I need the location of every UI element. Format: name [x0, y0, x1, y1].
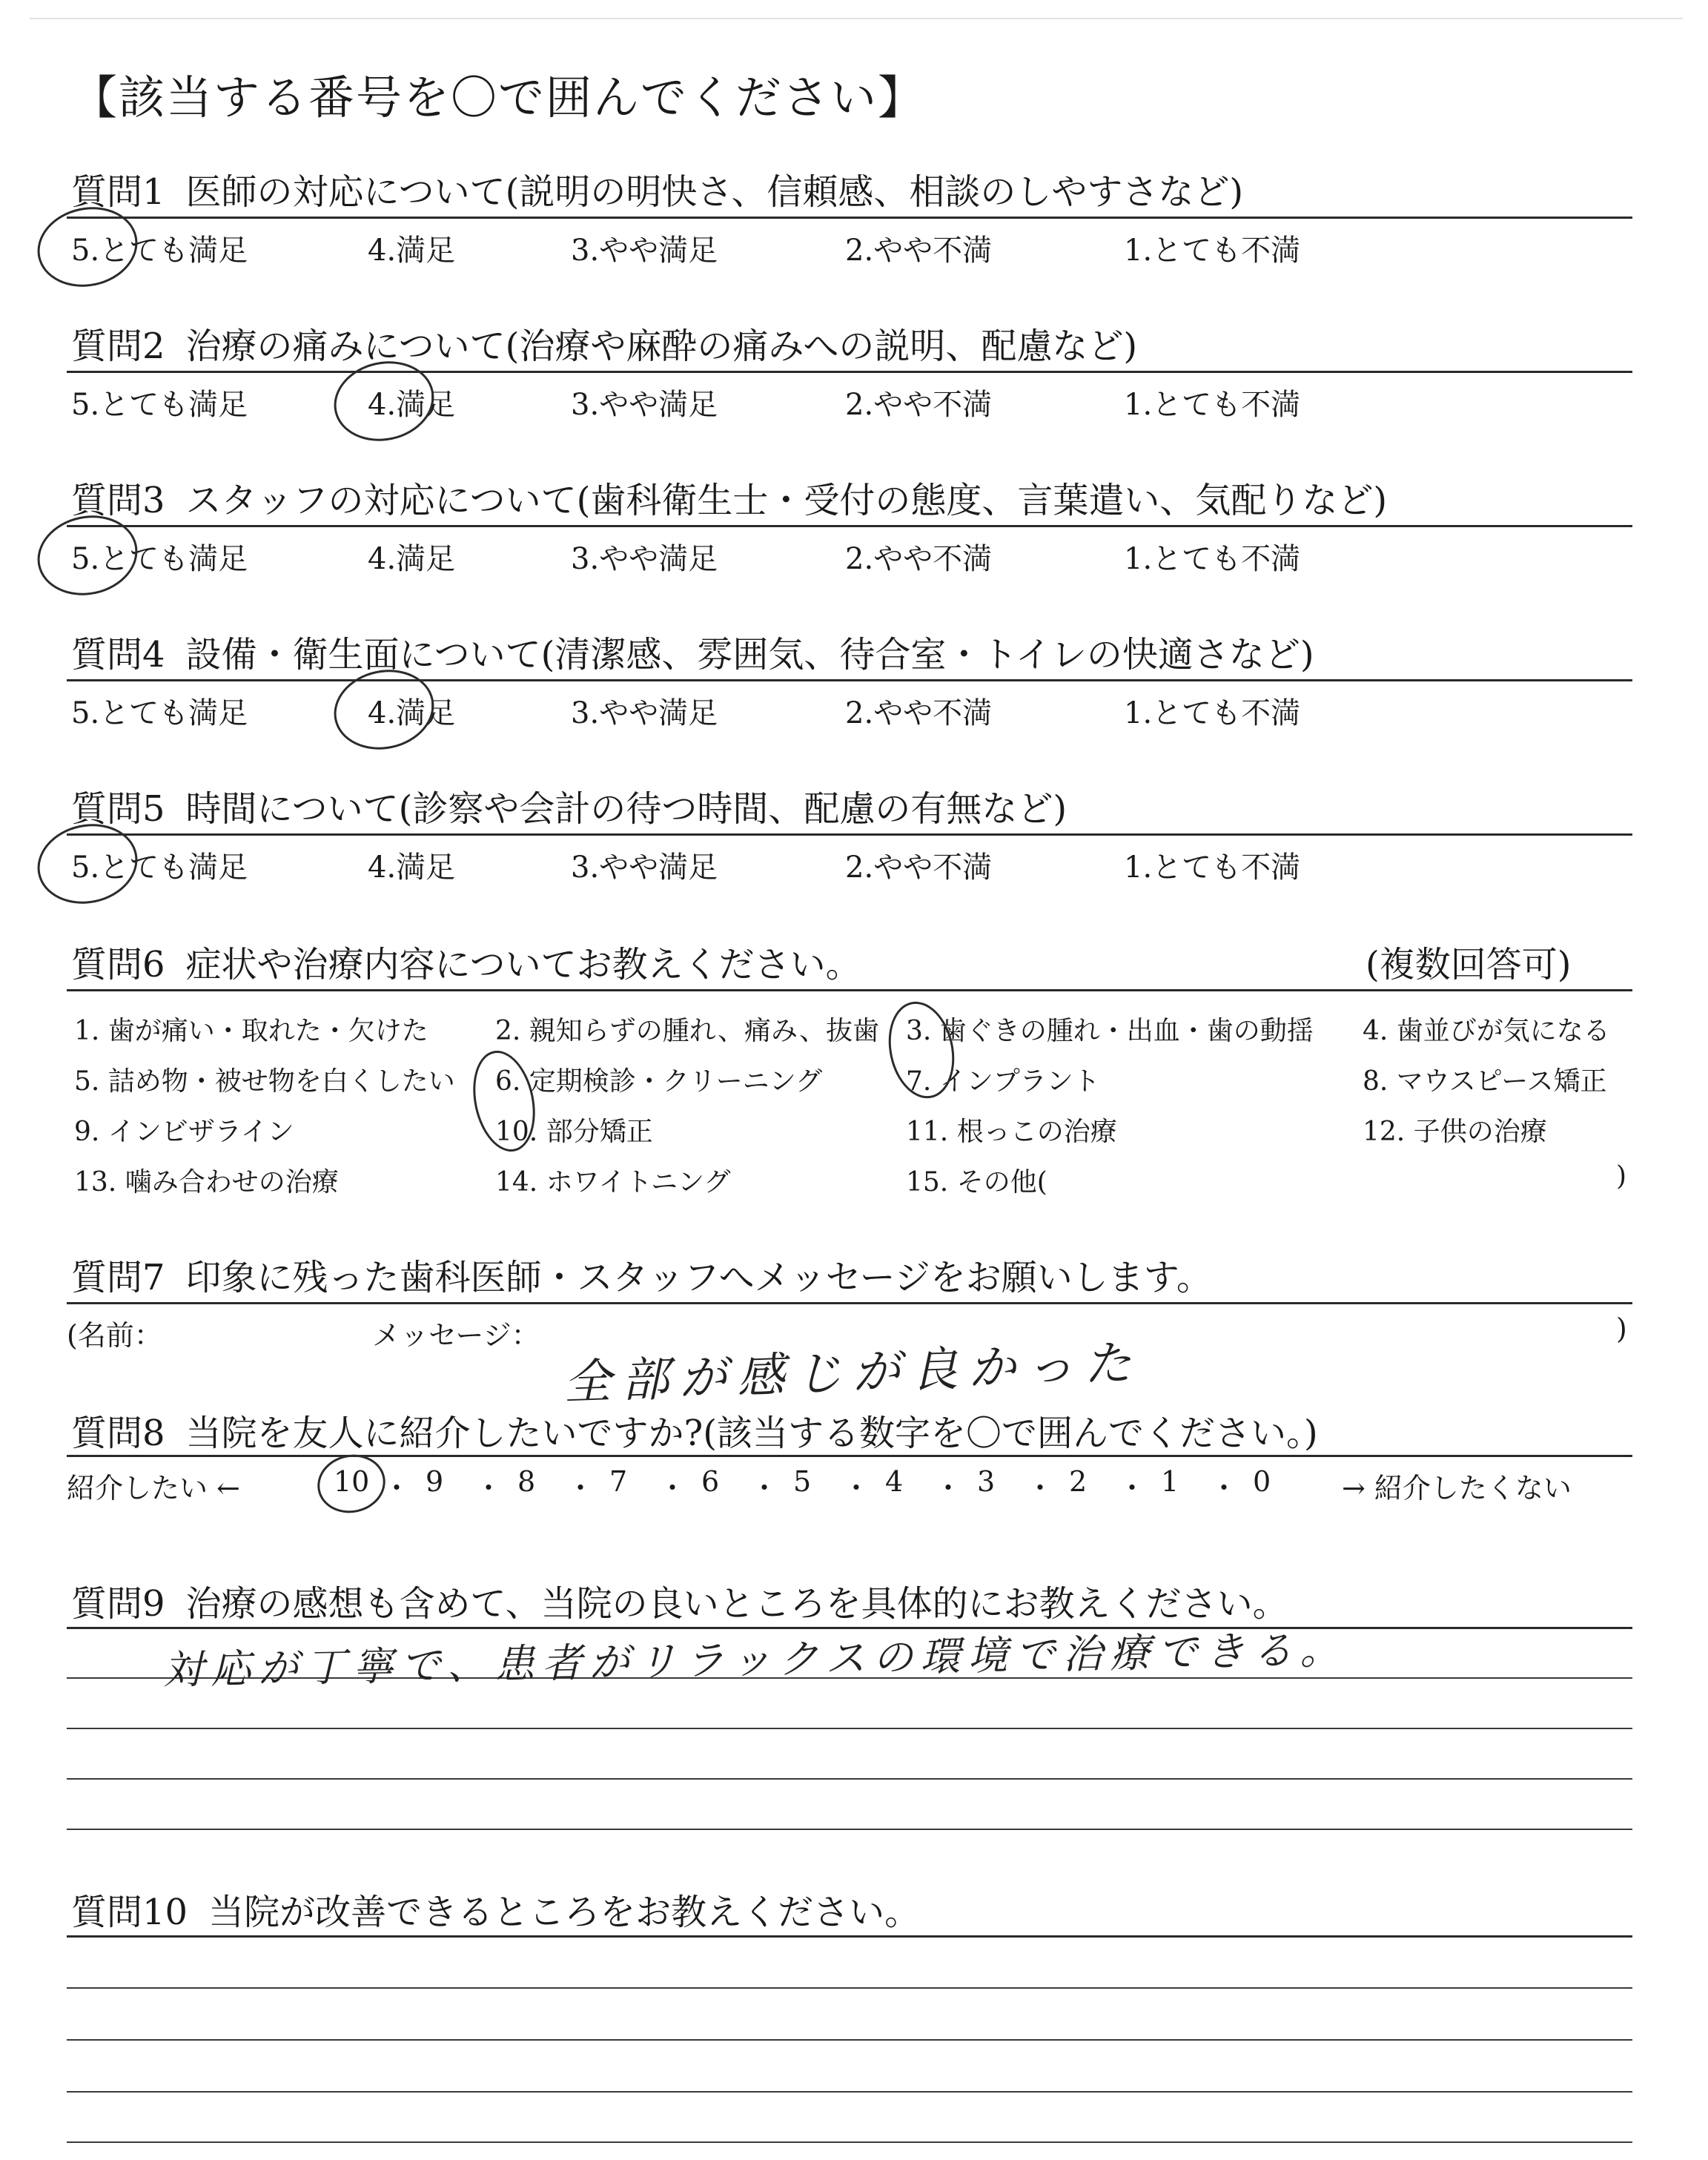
treatment-option[interactable]: 3. 歯ぐきの腫れ・出血・歯の動揺	[906, 1016, 1314, 1046]
scale-separator: ・	[1210, 1472, 1239, 1505]
question-10-rule	[67, 1935, 1632, 1938]
writing-line	[67, 2091, 1632, 2093]
rating-option[interactable]: 3.やや満足	[571, 542, 718, 576]
scale-value[interactable]: 10	[334, 1465, 370, 1498]
rating-option[interactable]: 2.やや不満	[845, 696, 993, 730]
treatment-option[interactable]: 9. インビザライン	[74, 1117, 294, 1147]
rating-option[interactable]: 3.やや満足	[571, 851, 718, 885]
treatment-option[interactable]: 12. 子供の治療	[1363, 1117, 1547, 1147]
rating-option[interactable]: 5.とても満足	[71, 542, 248, 576]
treatment-option[interactable]: 7. インプラント	[906, 1066, 1100, 1097]
question-6-heading	[71, 936, 861, 987]
question-4-rule	[67, 679, 1632, 681]
scale-value[interactable]: 1	[1161, 1465, 1179, 1498]
multiple-answer-note: (複数回答可)	[1366, 944, 1572, 985]
scale-value[interactable]: 6	[701, 1465, 720, 1498]
scale-separator: ・	[1026, 1472, 1055, 1505]
question-text: 治療の痛みについて(治療や麻酔の痛みへの説明、配慮など)	[185, 326, 1138, 367]
treatment-option[interactable]: 15. その他(	[906, 1167, 1047, 1198]
rating-option[interactable]: 4.満足	[368, 851, 456, 885]
question-text: 当院を友人に紹介したいですか?(該当する数字を〇で囲んでください。)	[185, 1413, 1318, 1454]
treatment-option[interactable]: )	[1616, 1161, 1627, 1192]
question-number: 質問10	[71, 1892, 188, 1933]
treatment-option[interactable]: 13. 噛み合わせの治療	[74, 1167, 339, 1198]
question-text: 症状や治療内容についてお教えください。	[185, 944, 861, 985]
question-text: 当院が改善できるところをお教えください。	[208, 1892, 921, 1933]
treatment-option[interactable]: 6. 定期検診・クリーニング	[495, 1066, 823, 1097]
scale-separator: ・	[750, 1472, 779, 1505]
question-1-heading	[71, 163, 1243, 214]
question-5-heading	[71, 780, 1067, 831]
page-title: 【該当する番号を〇で囲んでください】	[71, 70, 926, 125]
question-number: 質問5	[71, 788, 165, 830]
question-5-rule	[67, 833, 1632, 836]
question-3-rule	[67, 525, 1632, 527]
question-number: 質問6	[71, 944, 165, 985]
rating-option[interactable]: 1.とても不満	[1124, 696, 1301, 730]
question-number: 質問9	[71, 1583, 165, 1625]
rating-option[interactable]: 2.やや不満	[845, 234, 993, 268]
scale-separator: ・	[474, 1472, 503, 1505]
recommend-left-label: 紹介したい ←	[67, 1472, 240, 1505]
treatment-option[interactable]: 2. 親知らずの腫れ、痛み、抜歯	[495, 1016, 880, 1046]
recommend-right-label: → 紹介したくない	[1342, 1472, 1572, 1505]
writing-line	[67, 1778, 1632, 1780]
rating-option[interactable]: 2.やや不満	[845, 851, 993, 885]
rating-option[interactable]: 1.とても不満	[1124, 388, 1301, 422]
rating-option[interactable]: 2.やや不満	[845, 542, 993, 576]
scale-separator: ・	[566, 1472, 595, 1505]
treatment-option[interactable]: 1. 歯が痛い・取れた・欠けた	[74, 1016, 428, 1046]
treatment-option[interactable]: 11. 根っこの治療	[906, 1117, 1117, 1147]
rating-option[interactable]: 3.やや満足	[571, 234, 718, 268]
scale-separator: ・	[842, 1472, 871, 1505]
treatment-option[interactable]: 4. 歯並びが気になる	[1363, 1016, 1610, 1046]
question-2-rule	[67, 371, 1632, 373]
scale-value[interactable]: 0	[1253, 1465, 1271, 1498]
rating-option[interactable]: 3.やや満足	[571, 388, 718, 422]
message-label: メッセージ：	[372, 1319, 540, 1352]
treatment-option[interactable]: 10. 部分矯正	[495, 1117, 653, 1147]
writing-line	[67, 1829, 1632, 1830]
scale-separator: ・	[1118, 1472, 1147, 1505]
treatment-option[interactable]: 14. ホワイトニング	[495, 1167, 731, 1198]
selected-answer-circle	[312, 1448, 391, 1519]
question-text: 治療の感想も含めて、当院の良いところを具体的にお教えください。	[185, 1583, 1288, 1625]
question-4-heading	[71, 626, 1314, 677]
treatment-option[interactable]: 8. マウスピース矯正	[1363, 1066, 1607, 1097]
scale-value[interactable]: 4	[885, 1465, 904, 1498]
treatment-option[interactable]: 5. 詰め物・被せ物を白くしたい	[74, 1066, 455, 1097]
scale-separator: ・	[383, 1472, 411, 1505]
question-2-heading	[71, 317, 1137, 369]
writing-line	[67, 2039, 1632, 2041]
scale-value[interactable]: 8	[517, 1465, 536, 1498]
rating-option[interactable]: 4.満足	[368, 234, 456, 268]
handwritten-message: 全部が感じが良かった	[563, 1335, 1143, 1411]
scale-value[interactable]: 5	[793, 1465, 812, 1498]
question-1-rule	[67, 217, 1632, 219]
question-number: 質問7	[71, 1257, 165, 1298]
rating-option[interactable]: 5.とても満足	[71, 388, 248, 422]
question-number: 質問4	[71, 634, 165, 676]
question-number: 質問1	[71, 171, 165, 213]
rating-option[interactable]: 4.満足	[368, 542, 456, 576]
rating-option[interactable]: 2.やや不満	[845, 388, 993, 422]
question-text: 医師の対応について(説明の明快さ、信頼感、相談のしやすさなど)	[185, 171, 1244, 213]
writing-line	[67, 1728, 1632, 1729]
rating-option[interactable]: 1.とても不満	[1124, 851, 1301, 885]
question-text: 時間について(診察や会計の待つ時間、配慮の有無など)	[185, 788, 1068, 830]
scale-separator: ・	[934, 1472, 963, 1505]
rating-option[interactable]: 1.とても不満	[1124, 542, 1301, 576]
question-number: 質問2	[71, 326, 165, 367]
question-number: 質問8	[71, 1413, 165, 1454]
rating-option[interactable]: 4.満足	[368, 696, 456, 730]
question-6-rule	[67, 989, 1632, 991]
rating-option[interactable]: 5.とても満足	[71, 234, 248, 268]
scale-value[interactable]: 9	[426, 1465, 444, 1498]
question-text: 設備・衛生面について(清潔感、雰囲気、待合室・トイレの快適さなど)	[185, 634, 1314, 676]
scale-value[interactable]: 3	[977, 1465, 996, 1498]
writing-line	[67, 1987, 1632, 1989]
rating-option[interactable]: 1.とても不満	[1124, 234, 1301, 268]
rating-option[interactable]: 5.とても満足	[71, 696, 248, 730]
question-8-rule	[67, 1455, 1632, 1457]
rating-option[interactable]: 4.満足	[368, 388, 456, 422]
message-close-paren: )	[1616, 1312, 1627, 1345]
question-7-heading	[71, 1249, 1212, 1300]
question-3-heading	[71, 472, 1387, 523]
question-text: スタッフの対応について(歯科衛生士・受付の態度、言葉遣い、気配りなど)	[185, 480, 1388, 521]
rating-option[interactable]: 5.とても満足	[71, 851, 248, 885]
question-text: 印象に残った歯科医師・スタッフへメッセージをお願いします。	[185, 1257, 1212, 1298]
scale-value[interactable]: 7	[609, 1465, 628, 1498]
question-8-heading	[71, 1404, 1318, 1456]
question-number: 質問3	[71, 480, 165, 521]
top-edge-line	[30, 18, 1683, 19]
handwritten-good-points: 対応が丁寧で、患者がリラックスの環境で治療できる。	[162, 1626, 1348, 1694]
writing-line	[67, 2141, 1632, 2143]
question-9-heading	[71, 1575, 1288, 1626]
rating-option[interactable]: 3.やや満足	[571, 696, 718, 730]
scale-value[interactable]: 2	[1069, 1465, 1088, 1498]
question-10-heading	[71, 1883, 920, 1935]
scale-separator: ・	[658, 1472, 687, 1505]
question-7-rule	[67, 1302, 1632, 1304]
name-label: (名前：	[67, 1319, 162, 1352]
